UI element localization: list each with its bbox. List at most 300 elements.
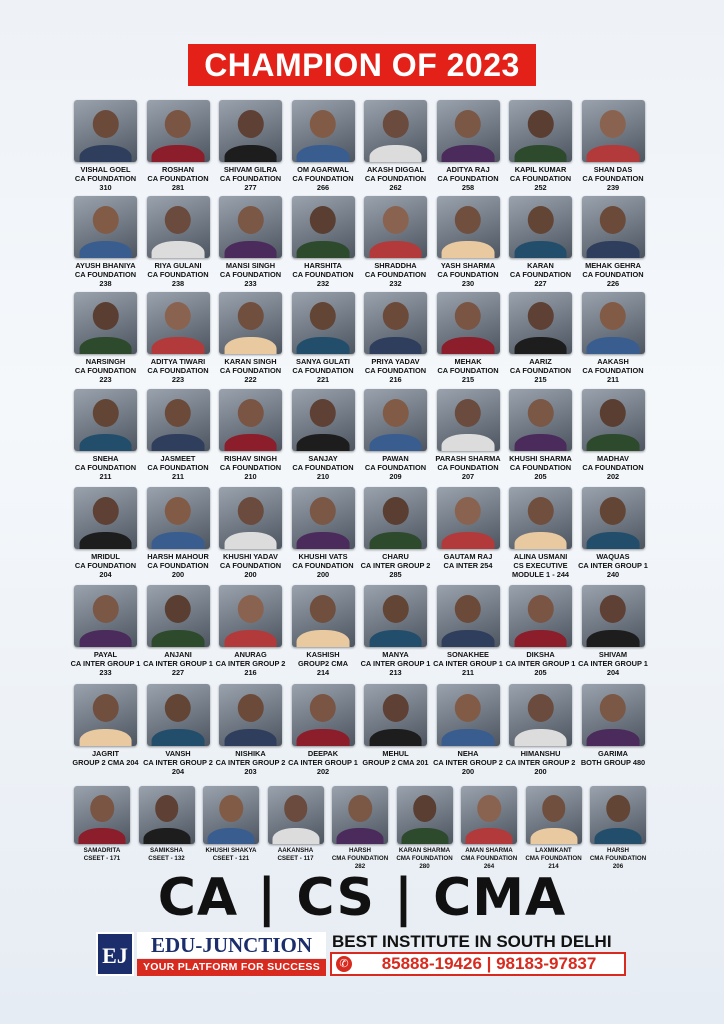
student-caption bbox=[283, 749, 363, 777]
student-name: VANSH bbox=[165, 749, 191, 758]
student-course: CA FOUNDATION bbox=[437, 174, 499, 184]
student-score: 200 bbox=[244, 570, 257, 580]
student-score: 206 bbox=[612, 863, 624, 870]
student-photo bbox=[332, 786, 388, 844]
student-name: AYUSH BHANIYA bbox=[75, 261, 136, 270]
student-course: GROUP2 CMA bbox=[297, 659, 349, 669]
student-photo bbox=[219, 196, 282, 258]
student-name: MEHAK GEHRA bbox=[585, 261, 641, 270]
student-card bbox=[428, 487, 508, 570]
student-card bbox=[454, 786, 524, 871]
student-photo bbox=[437, 292, 500, 354]
student-photo bbox=[397, 786, 453, 844]
student-card bbox=[283, 196, 363, 289]
student-score: 223 bbox=[171, 375, 185, 385]
student-caption bbox=[573, 749, 653, 767]
student-caption bbox=[211, 454, 291, 482]
student-name: MEHAK bbox=[454, 357, 482, 366]
student-caption bbox=[356, 749, 436, 767]
student-course: CA FOUNDATION bbox=[437, 270, 499, 280]
student-card bbox=[390, 786, 460, 871]
student-course: CMA FOUNDATION bbox=[525, 855, 582, 862]
ej-logo-icon: EJ bbox=[96, 932, 134, 976]
student-score: MODULE 1 - 244 bbox=[511, 570, 570, 580]
student-name: YASH SHARMA bbox=[440, 261, 496, 270]
student-caption bbox=[501, 261, 581, 289]
student-caption bbox=[428, 454, 508, 482]
student-name: AAKASH bbox=[597, 357, 629, 366]
student-photo bbox=[147, 292, 210, 354]
student-card bbox=[211, 389, 291, 482]
student-course: CA FOUNDATION bbox=[292, 270, 354, 280]
student-course: CA INTER GROUP 2 bbox=[360, 561, 431, 571]
student-name: KASHISH bbox=[306, 650, 340, 659]
student-score: 310 bbox=[99, 183, 112, 193]
student-name: LAXMIKANT bbox=[535, 847, 572, 854]
student-card bbox=[428, 292, 508, 385]
student-name: AMAN SHARMA bbox=[465, 847, 513, 854]
student-card bbox=[356, 292, 436, 385]
student-name: SANJAY bbox=[308, 454, 338, 463]
student-caption bbox=[428, 552, 508, 570]
student-course: BOTH GROUP 480 bbox=[580, 758, 646, 768]
student-name: KHUSHI SHAKYA bbox=[205, 847, 257, 854]
student-caption bbox=[138, 261, 218, 289]
student-photo bbox=[437, 100, 500, 162]
student-course: CA FOUNDATION bbox=[582, 270, 644, 280]
student-course: CA FOUNDATION bbox=[509, 174, 572, 184]
student-card bbox=[66, 100, 146, 193]
student-caption bbox=[573, 165, 653, 193]
student-score: 215 bbox=[534, 375, 547, 385]
student-score: 222 bbox=[244, 375, 257, 385]
student-card bbox=[583, 786, 653, 871]
student-photo bbox=[292, 585, 355, 647]
student-photo bbox=[509, 196, 572, 258]
student-caption bbox=[428, 261, 508, 289]
student-caption bbox=[573, 650, 653, 678]
student-photo bbox=[437, 196, 500, 258]
student-photo bbox=[74, 487, 137, 549]
student-caption bbox=[132, 847, 202, 863]
student-course: CA INTER GROUP 1 bbox=[578, 561, 648, 571]
student-course: CA FOUNDATION bbox=[219, 174, 282, 184]
student-course: CA FOUNDATION bbox=[147, 561, 209, 571]
student-photo bbox=[509, 100, 572, 162]
student-card bbox=[138, 292, 218, 385]
student-caption bbox=[356, 552, 436, 580]
student-course: CA FOUNDATION bbox=[582, 174, 644, 184]
student-name: PAYAL bbox=[93, 650, 118, 659]
student-name: MANSI SINGH bbox=[225, 261, 276, 270]
student-name: AAKANSHA bbox=[277, 847, 314, 854]
student-name: GARIMA bbox=[598, 749, 628, 758]
student-name: HARSHITA bbox=[304, 261, 342, 270]
student-course: CA FOUNDATION bbox=[219, 270, 282, 280]
student-name: RISHAV SINGH bbox=[224, 454, 277, 463]
student-name: HARSH MAHOUR bbox=[147, 552, 209, 561]
student-photo bbox=[203, 786, 259, 844]
student-score: 205 bbox=[534, 472, 547, 482]
student-name: DEEPAK bbox=[307, 749, 339, 758]
student-card bbox=[428, 389, 508, 482]
student-card bbox=[573, 684, 653, 767]
student-card bbox=[573, 196, 653, 289]
student-score: 211 bbox=[607, 375, 619, 385]
student-caption bbox=[501, 165, 581, 193]
student-course: GROUP 2 CMA 204 bbox=[72, 758, 139, 768]
student-name: HIMANSHU bbox=[520, 749, 561, 758]
course-headline: CA | CS | CMA bbox=[157, 868, 567, 928]
student-card bbox=[356, 585, 436, 678]
student-name: ALINA USMANI bbox=[513, 552, 568, 561]
student-name: ROSHAN bbox=[161, 165, 195, 174]
student-course: CA FOUNDATION bbox=[147, 463, 209, 473]
student-course: CA INTER GROUP 1 bbox=[578, 659, 648, 669]
student-photo bbox=[437, 585, 500, 647]
student-photo bbox=[74, 684, 137, 746]
student-card bbox=[66, 292, 146, 385]
student-course: CA FOUNDATION bbox=[437, 366, 499, 376]
student-course: CA INTER GROUP 2 bbox=[505, 758, 576, 768]
student-score: 204 bbox=[99, 570, 112, 580]
student-photo bbox=[292, 196, 355, 258]
student-photo bbox=[364, 100, 427, 162]
student-card bbox=[66, 585, 146, 678]
student-name: SAMADRITA bbox=[83, 847, 121, 854]
student-score: 203 bbox=[244, 767, 257, 777]
student-score: 264 bbox=[483, 863, 495, 870]
student-caption bbox=[573, 454, 653, 482]
student-card bbox=[211, 292, 291, 385]
student-caption bbox=[211, 261, 291, 289]
student-course: CA FOUNDATION bbox=[364, 463, 427, 473]
student-course: CA INTER GROUP 2 bbox=[215, 758, 286, 768]
student-caption bbox=[138, 357, 218, 385]
student-score: 200 bbox=[534, 767, 547, 777]
student-name: AARIZ bbox=[529, 357, 552, 366]
student-card bbox=[138, 684, 218, 777]
student-name: GAUTAM RAJ bbox=[443, 552, 493, 561]
student-card bbox=[196, 786, 266, 863]
student-name: SHRADDHA bbox=[374, 261, 417, 270]
student-course: CA INTER GROUP 1 bbox=[433, 659, 503, 669]
student-score: 230 bbox=[461, 279, 475, 289]
student-course: CMA FOUNDATION bbox=[331, 855, 389, 862]
student-score: 285 bbox=[389, 570, 402, 580]
student-score: 252 bbox=[534, 183, 547, 193]
student-score: 232 bbox=[389, 279, 402, 289]
student-course: CA INTER GROUP 2 bbox=[433, 758, 503, 768]
student-name: DIKSHA bbox=[526, 650, 555, 659]
student-name: SANYA GULATI bbox=[296, 357, 350, 366]
phone-icon: ✆ bbox=[336, 956, 352, 972]
student-name: KARAN SHARMA bbox=[398, 847, 451, 854]
student-photo bbox=[74, 389, 137, 451]
student-caption bbox=[196, 847, 266, 863]
student-card bbox=[138, 100, 218, 193]
student-photo bbox=[509, 487, 572, 549]
student-score: 210 bbox=[316, 472, 330, 482]
student-card bbox=[356, 196, 436, 289]
student-name: RIYA GULANI bbox=[154, 261, 202, 270]
student-caption bbox=[66, 749, 146, 767]
student-score: 204 bbox=[606, 668, 620, 678]
student-caption bbox=[356, 261, 436, 289]
student-caption bbox=[138, 454, 218, 482]
student-card bbox=[501, 292, 581, 385]
student-score: 281 bbox=[171, 183, 185, 193]
student-score: 221 bbox=[316, 375, 330, 385]
student-score: 215 bbox=[461, 375, 475, 385]
student-caption bbox=[356, 454, 436, 482]
student-course: CSEET - 171 bbox=[83, 855, 121, 862]
student-photo bbox=[292, 100, 355, 162]
student-score: 207 bbox=[461, 472, 475, 482]
student-course: CA INTER GROUP 1 bbox=[360, 659, 431, 669]
student-name: ANJANI bbox=[164, 650, 192, 659]
student-score: 226 bbox=[606, 279, 620, 289]
student-course: CSEET - 132 bbox=[148, 855, 185, 862]
student-card bbox=[211, 487, 291, 580]
student-caption bbox=[211, 650, 291, 678]
student-score: 214 bbox=[548, 863, 559, 870]
student-photo bbox=[509, 292, 572, 354]
brand-name: EDU-JUNCTION bbox=[137, 932, 326, 958]
student-photo bbox=[219, 100, 282, 162]
student-course: CMA FOUNDATION bbox=[589, 855, 647, 862]
student-photo bbox=[74, 196, 137, 258]
student-photo bbox=[582, 684, 645, 746]
student-name: HARSH bbox=[606, 847, 629, 854]
student-name: KAPIL KUMAR bbox=[514, 165, 567, 174]
student-card bbox=[356, 487, 436, 580]
student-caption bbox=[138, 552, 218, 580]
student-photo bbox=[74, 292, 137, 354]
student-photo bbox=[582, 196, 645, 258]
student-course: CA INTER GROUP 2 bbox=[215, 659, 286, 669]
student-caption bbox=[283, 454, 363, 482]
student-photo bbox=[590, 786, 646, 844]
student-caption bbox=[283, 650, 363, 678]
student-photo bbox=[219, 292, 282, 354]
student-score: 211 bbox=[172, 472, 184, 482]
student-score: 258 bbox=[461, 183, 475, 193]
phone-box[interactable] bbox=[330, 952, 626, 976]
student-card bbox=[211, 585, 291, 678]
student-photo bbox=[147, 487, 210, 549]
student-photo bbox=[582, 100, 645, 162]
student-card bbox=[356, 684, 436, 767]
student-score: 211 bbox=[462, 668, 474, 678]
student-course: CA FOUNDATION bbox=[219, 463, 282, 473]
student-caption bbox=[283, 357, 363, 385]
student-card bbox=[283, 487, 363, 580]
student-name: JASMEET bbox=[160, 454, 196, 463]
student-card bbox=[138, 585, 218, 678]
institute-slogan: BEST INSTITUTE IN SOUTH DELHI bbox=[332, 932, 612, 951]
student-score: 282 bbox=[354, 863, 366, 870]
student-score: 232 bbox=[316, 279, 330, 289]
student-photo bbox=[292, 487, 355, 549]
student-score: 240 bbox=[606, 570, 620, 580]
brand-tagline: YOUR PLATFORM FOR SUCCESS bbox=[137, 959, 326, 976]
student-photo bbox=[582, 487, 645, 549]
student-name: NEHA bbox=[457, 749, 479, 758]
student-photo bbox=[292, 684, 355, 746]
student-score: 238 bbox=[99, 279, 112, 289]
student-course: CA INTER GROUP 1 bbox=[505, 659, 576, 669]
student-card bbox=[573, 585, 653, 678]
student-card bbox=[66, 196, 146, 289]
student-photo bbox=[437, 487, 500, 549]
student-card bbox=[283, 585, 363, 678]
student-caption bbox=[428, 165, 508, 193]
student-photo bbox=[364, 292, 427, 354]
student-name: ANURAG bbox=[234, 650, 267, 659]
student-score: 262 bbox=[389, 183, 402, 193]
student-caption bbox=[573, 261, 653, 289]
student-card bbox=[428, 684, 508, 777]
student-course: CA FOUNDATION bbox=[74, 366, 137, 376]
student-caption bbox=[501, 357, 581, 385]
student-card bbox=[283, 389, 363, 482]
student-photo bbox=[74, 100, 137, 162]
student-card bbox=[428, 100, 508, 193]
student-caption bbox=[138, 165, 218, 193]
student-score: 227 bbox=[171, 668, 185, 678]
student-card bbox=[428, 585, 508, 678]
student-caption bbox=[66, 650, 146, 678]
student-caption bbox=[428, 357, 508, 385]
student-caption bbox=[66, 357, 146, 385]
student-score: 209 bbox=[389, 472, 402, 482]
student-course: CA FOUNDATION bbox=[437, 463, 499, 473]
student-caption bbox=[211, 165, 291, 193]
student-card bbox=[211, 100, 291, 193]
student-course: CA FOUNDATION bbox=[74, 463, 137, 473]
student-photo bbox=[509, 684, 572, 746]
student-name: SAMIKSHA bbox=[149, 847, 183, 854]
student-photo bbox=[582, 292, 645, 354]
student-score: 223 bbox=[99, 375, 112, 385]
student-caption bbox=[428, 749, 508, 777]
student-photo bbox=[364, 487, 427, 549]
student-card bbox=[67, 786, 137, 863]
student-name: SHAN DAS bbox=[593, 165, 633, 174]
student-caption bbox=[138, 650, 218, 678]
student-name: VISHAL GOEL bbox=[80, 165, 131, 174]
student-course: CA FOUNDATION bbox=[364, 366, 427, 376]
student-name: MEHUL bbox=[382, 749, 409, 758]
student-name: ADITYA RAJ bbox=[446, 165, 490, 174]
student-photo bbox=[509, 585, 572, 647]
student-score: 200 bbox=[171, 570, 185, 580]
student-score: 200 bbox=[461, 767, 475, 777]
student-card bbox=[132, 786, 202, 863]
student-course: CA INTER GROUP 2 bbox=[143, 758, 213, 768]
student-name: PRIYA YADAV bbox=[371, 357, 420, 366]
student-score: 213 bbox=[389, 668, 402, 678]
student-photo bbox=[268, 786, 324, 844]
student-caption bbox=[501, 552, 581, 580]
student-course: CA FOUNDATION bbox=[292, 366, 354, 376]
student-photo bbox=[461, 786, 517, 844]
student-name: KHUSHI VATS bbox=[298, 552, 348, 561]
student-photo bbox=[582, 389, 645, 451]
student-course: CA FOUNDATION bbox=[147, 270, 209, 280]
student-caption bbox=[211, 749, 291, 777]
student-course: CA FOUNDATION bbox=[147, 174, 209, 184]
student-course: CA INTER GROUP 1 bbox=[143, 659, 213, 669]
student-name: SHIVAM GILRA bbox=[223, 165, 278, 174]
student-caption bbox=[211, 552, 291, 580]
student-course: CA INTER GROUP 1 bbox=[288, 758, 358, 768]
student-caption bbox=[66, 454, 146, 482]
student-course: CA FOUNDATION bbox=[292, 174, 354, 184]
student-caption bbox=[501, 650, 581, 678]
student-caption bbox=[356, 357, 436, 385]
student-name: KARAN bbox=[527, 261, 554, 270]
student-name: KARAN SINGH bbox=[224, 357, 277, 366]
student-name: MANYA bbox=[382, 650, 409, 659]
student-name: WAQUAS bbox=[596, 552, 630, 561]
student-photo bbox=[147, 196, 210, 258]
student-score: 204 bbox=[171, 767, 185, 777]
student-caption bbox=[356, 165, 436, 193]
student-photo bbox=[364, 196, 427, 258]
student-caption bbox=[66, 261, 146, 289]
student-photo bbox=[219, 684, 282, 746]
student-course: CA FOUNDATION bbox=[74, 270, 137, 280]
student-caption bbox=[356, 650, 436, 678]
student-card bbox=[356, 100, 436, 193]
student-photo bbox=[147, 389, 210, 451]
student-name: SNEHA bbox=[92, 454, 119, 463]
student-photo bbox=[526, 786, 582, 844]
student-course: CSEET - 117 bbox=[277, 855, 314, 862]
student-course: CSEET - 121 bbox=[212, 855, 250, 862]
student-course: CA FOUNDATION bbox=[364, 270, 427, 280]
student-card bbox=[261, 786, 331, 863]
student-score: 233 bbox=[244, 279, 257, 289]
student-name: KHUSHI YADAV bbox=[223, 552, 278, 561]
student-name: SONAKHEE bbox=[447, 650, 489, 659]
student-course: CA FOUNDATION bbox=[74, 174, 137, 184]
student-card bbox=[356, 389, 436, 482]
student-course: CA FOUNDATION bbox=[509, 463, 572, 473]
student-course: CA FOUNDATION bbox=[509, 366, 572, 376]
student-score: 205 bbox=[534, 668, 547, 678]
student-card bbox=[283, 684, 363, 777]
student-caption bbox=[501, 454, 581, 482]
student-photo bbox=[147, 585, 210, 647]
student-name: MRIDUL bbox=[91, 552, 120, 561]
student-card bbox=[428, 196, 508, 289]
student-caption bbox=[573, 357, 653, 385]
student-name: MADHAV bbox=[597, 454, 629, 463]
student-photo bbox=[74, 786, 130, 844]
student-score: 266 bbox=[316, 183, 330, 193]
student-name: PAWAN bbox=[382, 454, 409, 463]
student-course: CMA FOUNDATION bbox=[460, 855, 518, 862]
phone-numbers[interactable]: 85888-19426 | 98183-97837 bbox=[381, 954, 597, 973]
student-score: 227 bbox=[534, 279, 547, 289]
student-photo bbox=[364, 585, 427, 647]
student-name: NARSINGH bbox=[85, 357, 126, 366]
student-card bbox=[211, 196, 291, 289]
student-score: 216 bbox=[244, 668, 257, 678]
